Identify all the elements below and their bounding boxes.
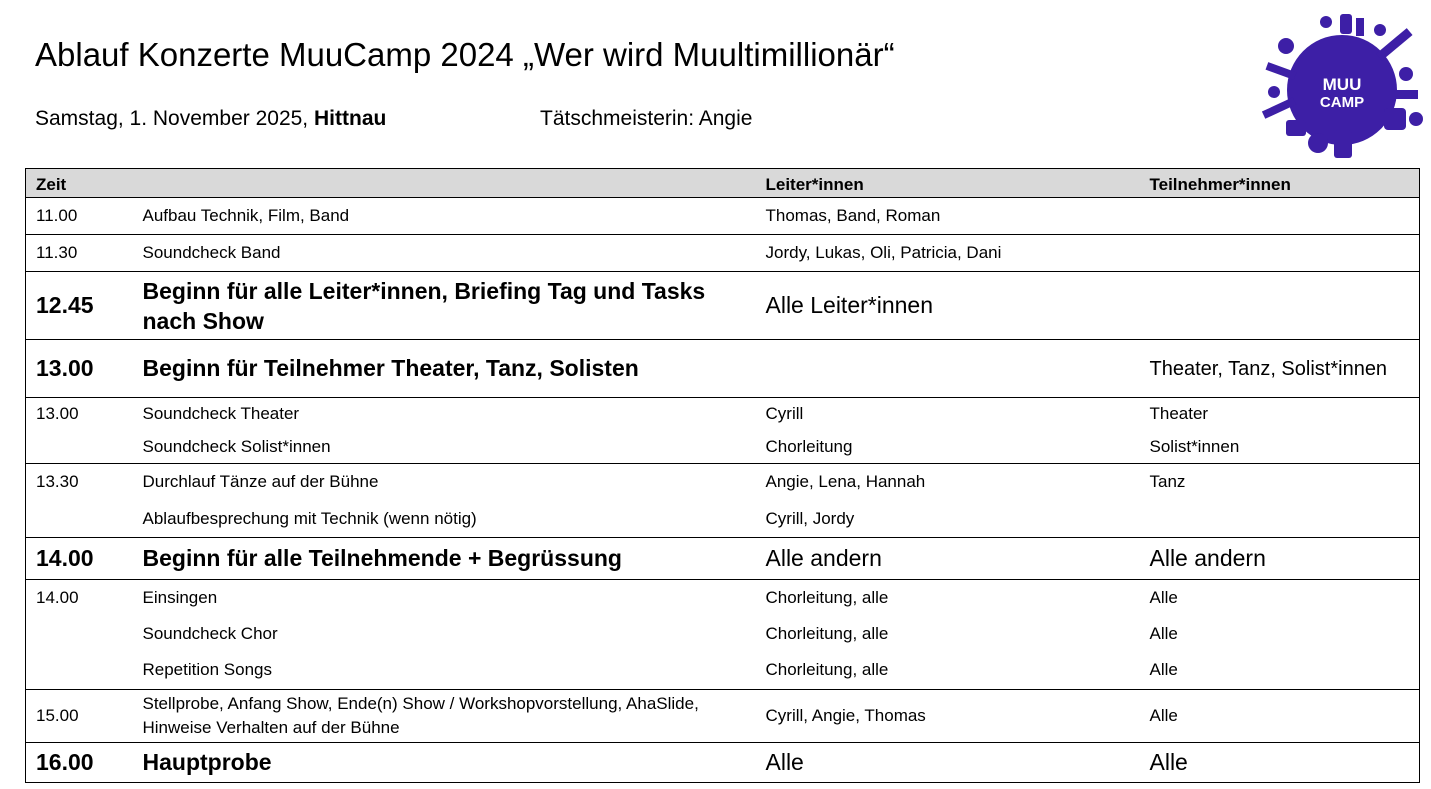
table-row [26, 198, 1420, 235]
cell-activity: Beginn für Teilnehmer Theater, Tanz, Solisten [133, 340, 756, 398]
table-row [26, 501, 1420, 538]
cell-activity: Stellprobe, Anfang Show, Ende(n) Show / Workshopvorstellung, AhaSlide, Hinweise Verhalten auf der Bühne [133, 690, 756, 743]
cell-participants: Alle [1140, 690, 1420, 743]
event-place: Hittnau [314, 107, 387, 130]
cell-time [26, 501, 133, 538]
schedule-table [25, 168, 1420, 783]
muucamp-logo [1256, 12, 1428, 160]
header-time: Zeit [26, 169, 133, 198]
cell-activity: Soundcheck Theater [142, 404, 300, 424]
cell-participants [1140, 501, 1420, 538]
cell-time: 15.00 [26, 690, 133, 743]
table-row [26, 580, 1420, 616]
cell-time [26, 431, 133, 464]
cell-activity: Repetition Songs [133, 652, 756, 690]
cell-leaders: Chorleitung, alle [765, 623, 889, 643]
cell-leaders [756, 340, 1140, 398]
leader-line: Tätschmeisterin: Angie [540, 107, 753, 130]
cell-activity: Soundcheck Chor [142, 623, 278, 643]
cell-time: 14.00 [26, 580, 133, 616]
cell-activity: Einsingen [142, 587, 218, 607]
cell-time: 16.00 [26, 743, 133, 783]
cell-participants: Alle andern [1140, 538, 1420, 580]
cell-leaders: Cyrill, Angie, Thomas [756, 690, 1140, 743]
cell-participants: Tanz [1140, 464, 1420, 501]
cell-participants: Alle [1140, 743, 1420, 783]
cell-time: 14.00 [26, 538, 133, 580]
cell-activity: Aufbau Technik, Film, Band [133, 198, 756, 235]
cell-time [26, 616, 133, 652]
cell-leaders: Jordy, Lukas, Oli, Patricia, Dani [756, 235, 1140, 272]
table-row [26, 616, 1420, 652]
table-header-row [26, 169, 1420, 198]
cell-time: 13.00 [26, 340, 133, 398]
cell-activity: Ablaufbesprechung mit Technik (wenn nötig) [133, 501, 756, 538]
cell-participants: Alle [1140, 652, 1420, 690]
cell-participants: Alle [1140, 580, 1420, 616]
cell-participants: Alle [1140, 616, 1420, 652]
logo-text-line1: MUU [1322, 75, 1362, 94]
cell-time: 13.00 [26, 398, 133, 431]
cell-participants [1140, 272, 1420, 340]
cell-leaders: Cyrill [765, 404, 804, 424]
event-date: Samstag, 1. November 2025, [35, 107, 309, 130]
header-activity [133, 169, 756, 198]
header-participants: Teilnehmer*innen [1140, 169, 1420, 198]
page-title: Ablauf Konzerte MuuCamp 2024 „Wer wird Muultimillionär“ [35, 36, 895, 73]
table-row [26, 272, 1420, 340]
table-row [26, 431, 1420, 464]
table-row [26, 398, 1420, 431]
logo-text-line2: CAMP [1319, 94, 1365, 111]
cell-participants [1140, 198, 1420, 235]
cell-participants: Theater, Tanz, Solist*innen [1140, 340, 1420, 398]
table-row [26, 690, 1420, 743]
date-location-line [35, 107, 386, 131]
cell-leaders: Chorleitung [756, 431, 1140, 464]
table-row [26, 652, 1420, 690]
cell-time [26, 652, 133, 690]
table-row [26, 235, 1420, 272]
cell-leaders: Alle [756, 743, 1140, 783]
cell-time: 12.45 [26, 272, 133, 340]
cell-activity: Soundcheck Solist*innen [133, 431, 756, 464]
cell-activity: Durchlauf Tänze auf der Bühne [142, 472, 379, 492]
cell-time: 11.00 [26, 198, 133, 235]
table-row [26, 538, 1420, 580]
cell-activity: Beginn für alle Teilnehmende + Begrüssung [133, 538, 756, 580]
cell-time: 13.30 [26, 464, 133, 501]
cell-leaders: Alle Leiter*innen [756, 272, 1140, 340]
cell-activity: Beginn für alle Leiter*innen, Briefing Tag und Tasks nach Show [133, 272, 756, 340]
cell-participants: Solist*innen [1140, 431, 1420, 464]
cell-leaders: Angie, Lena, Hannah [765, 472, 926, 492]
cell-participants [1140, 235, 1420, 272]
cell-leaders: Chorleitung, alle [765, 587, 889, 607]
cell-activity: Hauptprobe [133, 743, 756, 783]
cell-time: 11.30 [26, 235, 133, 272]
cell-leaders: Thomas, Band, Roman [756, 198, 1140, 235]
cell-activity: Soundcheck Band [133, 235, 756, 272]
table-row [26, 340, 1420, 398]
header-leaders: Leiter*innen [756, 169, 1140, 198]
cell-leaders: Cyrill, Jordy [756, 501, 1140, 538]
cell-leaders: Chorleitung, alle [756, 652, 1140, 690]
cell-participants: Theater [1140, 398, 1420, 431]
table-row [26, 743, 1420, 783]
cell-leaders: Alle andern [756, 538, 1140, 580]
table-row [26, 464, 1420, 501]
